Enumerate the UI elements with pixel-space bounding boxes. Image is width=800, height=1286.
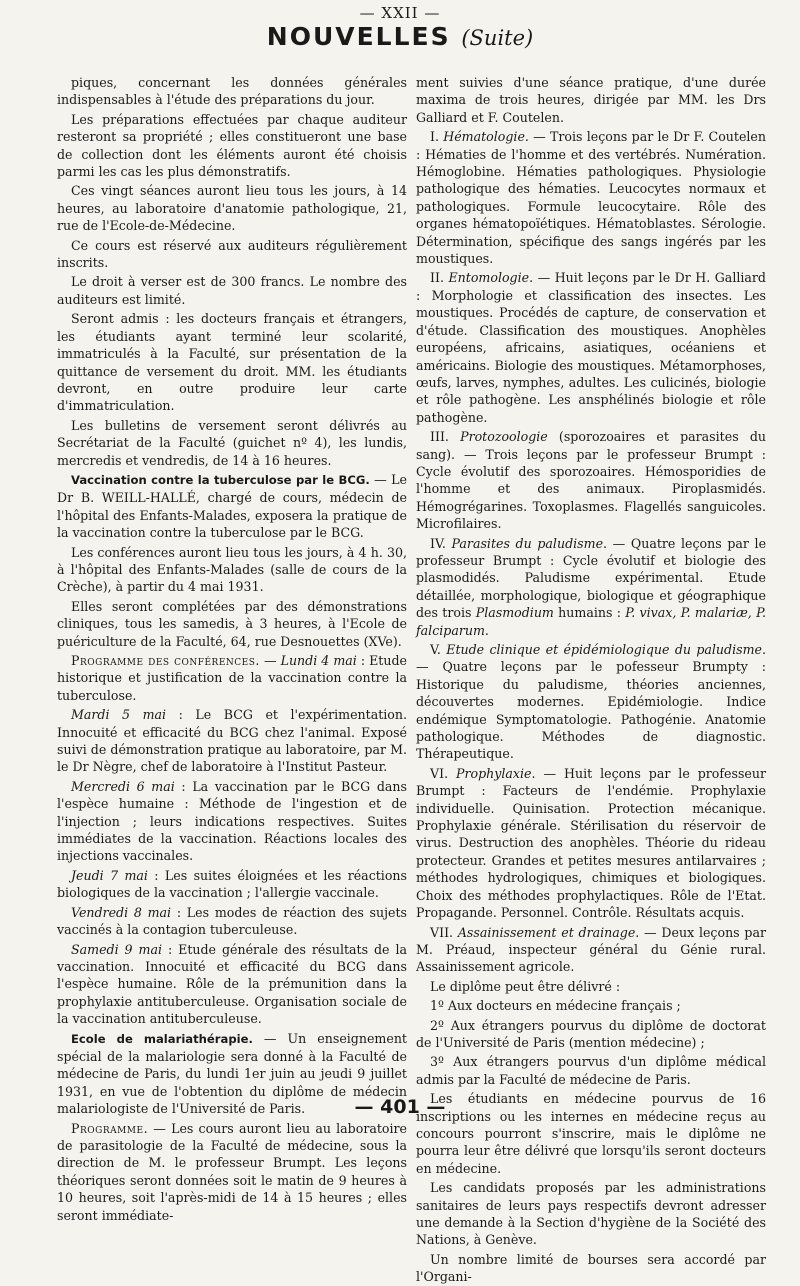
paragraph-text: . — Huit leçons par le Dr H. Galliard : Morphologie et classification des insectes. Les moustiques. Procédés de capture, de conservation et d'étude. Classification des moustiques. Anophèles européens, africains, asiatiques, océaniens et américains. Biologie des moustiques. Métamorphoses, œufs, larves, nymphes, adultes. Les culicinés, biologie et rôle pathogène. Les ansphélinés biologie et rôle pathogène. <box>416 270 766 425</box>
paragraph-text: IV. <box>430 535 452 551</box>
left-paragraph <box>57 867 407 902</box>
italic-text: Protozoologie <box>460 429 548 445</box>
paragraph-text: — Un enseignement spécial de la malariologie sera donné à la Faculté de médecine de Paris, du lundi 1er juin au jeudi 9 juillet 1931, en vue de l'obtention du diplôme de médecin malariologiste de l'Université de Paris. <box>57 1030 407 1117</box>
paragraph-text: : Les modes de réaction des sujets vaccinés à la contagion tuberculeuse. <box>57 904 408 938</box>
paragraph-text: . — Deux leçons par M. Préaud, inspecteur général du Génie rural. Assainissement agricole. <box>416 924 766 975</box>
left-paragraph <box>57 706 407 776</box>
paragraph-text: Seront admis : les docteurs français et étrangers, les étudiants ayant terminé leur scolarité, immatriculés à la Faculté, sur présentation de la quittance de versement du droit. MM. les étudiants devront, en outre produire leur carte d'immatriculation. <box>57 311 407 414</box>
paragraph-text: Les étudiants en médecine pourvus de 16 inscriptions ou les internes en médecine reçus au concours pourront s'inscrire, mais le diplôme ne pourra leur être délivré que lorsqu'ils seront docteurs en médecine. <box>416 1091 766 1176</box>
italic-text: P. vivax, P. malariæ, P. falciparum <box>416 605 767 638</box>
right-paragraph <box>416 765 766 922</box>
right-paragraph <box>416 428 766 532</box>
paragraph-text: Un nombre limité de bourses sera accordé par l'Organi- <box>416 1251 766 1285</box>
italic-text: Samedi 9 mai <box>71 941 162 957</box>
left-paragraph <box>57 74 407 109</box>
italic-text: Assainissement et drainage <box>457 924 636 940</box>
left-paragraph <box>57 182 407 234</box>
paragraph-text: : La vaccination par le BCG dans l'espèce humaine : Méthode de l'ingestion et de l'injection ; leurs indications respectives. Suites immédiates de la vaccination. Réactions locales des injections vaccinales. <box>57 778 407 864</box>
paragraph-text: Ces vingt séances auront lieu tous les jours, à 14 heures, au laboratoire d'anatomie pathologique, 21, rue de l'Ecole-de-Médecine. <box>57 183 407 234</box>
left-paragraph <box>57 471 407 542</box>
paragraph-text: VI. <box>430 765 457 781</box>
right-column <box>416 74 767 1285</box>
paragraph-text: Les préparations effectuées par chaque auditeur resteront sa propriété ; elles constitueront une base de collection dont les éléments auront été choisis parmi les cas les plus démonstratifs. <box>57 111 407 180</box>
italic-text: Entomologie <box>448 270 530 286</box>
right-paragraph <box>416 1017 766 1052</box>
paragraph-text: Les bulletins de versement seront délivrés au Secrétariat de la Faculté (guichet nº 4), les lundis, mercredis et vendredis, de 14 à 16 heures. <box>57 417 407 468</box>
paragraph-text: : Etude générale des résultats de la vaccination. Innocuité et efficacité du BCG dans l'espèce humaine. Rôle de la prémunition dans la prophylaxie antituberculeuse. Organisation sociale de la vaccination antituberculeuse. <box>57 941 407 1027</box>
paragraph-text: : Les suites éloignées et les réactions biologiques de la vaccination ; l'allergie vaccinale. <box>57 867 407 901</box>
paragraph-text: Les candidats proposés par les administrations sanitaires de leurs pays respectifs devront adresser une demande à la Section d'hygiène de la Société des Nations, à Genève. <box>416 1180 766 1248</box>
paragraph-text: VII. <box>430 924 458 940</box>
paragraph-text: II. <box>430 270 449 286</box>
paragraph-text: (sporozoaires et parasites du sang). — Trois leçons par le professeur Brumpt : Cycle évolutif des sporozoaires. Hémosporidies de l'homme et des animaux. Piroplasmidés. Hémogrégarines. Toxoplasmes. Flagellés sanguicoles. Microfilaires. <box>416 429 766 532</box>
left-paragraph <box>57 111 407 181</box>
roman-page-folio: — XXII — <box>359 4 441 22</box>
italic-text: Lundi 4 mai <box>280 653 357 668</box>
paragraph-text: ment suivies d'une séance pratique, d'une durée maxima de trois heures, dirigée par MM. les Drs Galliard et F. Coutelen. <box>416 75 766 125</box>
paragraph-text: . — Trois leçons par le Dr F. Coutelen : Hématies de l'homme et des vertébrés. Numération. Hémoglobine. Hématies pathologiques. Physiologie pathologique des hématies. Leucocytes normaux et pathologiques. Formule leucocytaire. Rôle des organes hématopoïétiques. Hématoblastes. Sérologie. Détermination, spécifique des sangs ingérés par les moustiques. <box>416 129 766 267</box>
small-caps-text: Programme. <box>71 1120 149 1136</box>
italic-text: Parasites du paludisme <box>451 535 604 551</box>
paragraph-text: III. <box>430 429 461 445</box>
italic-text: Hématologie <box>443 129 525 145</box>
paragraph-text: — Les cours auront lieu au laboratoire de parasitologie de la Faculté de médecine, sous la direction de M. le professeur Brumpt. Les leçons théoriques seront données soit le matin de 9 heures à 10 heures, soit l'après-midi de 14 à 15 heures ; elles seront immédiate- <box>57 1120 407 1223</box>
right-paragraph <box>416 269 766 426</box>
italic-text: Plasmodium <box>475 605 554 621</box>
paragraph-text: Le diplôme peut être délivré : <box>430 978 621 994</box>
left-paragraph <box>57 778 407 865</box>
italic-text: Prophylaxie <box>456 765 532 781</box>
paragraph-text: piques, concernant les données générales indispensables à l'étude des préparations du jour. <box>57 75 407 108</box>
paragraph-text: Elles seront complétées par des démonstrations cliniques, tous les samedis, à 3 heures, à l'Ecole de puériculture de la Faculté, 64, rue Desnouettes (XVe). <box>57 598 407 649</box>
right-paragraph <box>416 924 766 976</box>
left-paragraph <box>57 544 407 596</box>
italic-text: Mardi 5 mai <box>71 707 167 723</box>
right-paragraph <box>416 978 766 995</box>
paragraph-text: I. <box>430 129 444 145</box>
left-paragraph <box>57 273 407 308</box>
page-number: — 401 — <box>354 1096 446 1118</box>
left-paragraph <box>57 941 407 1028</box>
left-paragraph <box>57 237 407 272</box>
paragraph-text: . — Quatre leçons par le professeur Brumpt : Cycle évolutif et biologie des plasmodidés. Paludisme expérimental. Etude détaillée, morphologique, biologique et géographique des trois <box>416 535 767 621</box>
right-paragraph <box>416 997 766 1014</box>
paragraph-text: . <box>484 622 489 638</box>
left-paragraph <box>57 1120 407 1224</box>
left-paragraph <box>57 598 407 650</box>
paragraph-text: . — Quatre leçons par le pofesseur Brumpty : Historique du paludisme, théories anciennes, découvertes modernes. Epidémiologie. Indice endémique Symptomatologie. Pathogénie. Anatomie pathologique. Méthodes de diagnostic. Thérapeutique. <box>416 642 767 762</box>
section-title <box>0 22 800 51</box>
right-paragraph <box>416 1251 766 1286</box>
right-paragraph <box>416 74 766 126</box>
italic-text: Mercredi 6 mai <box>71 778 175 794</box>
section-title-text: NOUVELLES <box>266 22 451 51</box>
left-paragraph <box>57 417 407 469</box>
italic-text: Vendredi 8 mai <box>71 904 172 920</box>
left-paragraph <box>57 310 407 414</box>
left-paragraph <box>57 652 407 704</box>
paragraph-heading: Ecole de malariathérapie. <box>71 1031 253 1046</box>
italic-text: Jeudi 7 mai <box>71 867 148 883</box>
left-paragraph <box>57 904 407 939</box>
paragraph-text: 1º Aux docteurs en médecine français ; <box>430 998 681 1014</box>
italic-text: Etude clinique et épidémiologique du paludisme <box>446 642 762 657</box>
paragraph-text: . — Huit leçons par le professeur Brumpt : Facteurs de l'endémie. Prophylaxie individuelle. Quinisation. Protection mécanique. Prophylaxie générale. Stérilisation du réservoir de virus. Destruction des anophèles. Théorie du rideau protecteur. Grandes et petites mesures antilarvaires ; méthodes hydrologiques, chimiques et biologiques. Choix des méthodes prophylactiques. Rôle de l'Etat. Propagande. Personnel. Contrôle. Résultats acquis. <box>416 765 767 921</box>
right-paragraph <box>416 1179 766 1249</box>
right-paragraph <box>416 128 766 267</box>
paragraph-text: 2º Aux étrangers pourvus du diplôme de doctorat de l'Université de Paris (mention médecine) ; <box>416 1017 766 1050</box>
paragraph-text: 3º Aux étrangers pourvus d'un diplôme médical admis par la Faculté de médecine de Paris. <box>416 1054 766 1087</box>
paragraph-text: Ce cours est réservé aux auditeurs régulièrement inscrits. <box>57 237 407 271</box>
paragraph-text: Le droit à verser est de 300 francs. Le nombre des auditeurs est limité. <box>57 274 407 307</box>
section-title-suffix: (Suite) <box>461 26 534 50</box>
paragraph-text: — <box>259 653 281 668</box>
paragraph-text: V. <box>430 642 447 657</box>
right-paragraph <box>416 641 766 763</box>
paragraph-heading: Vaccination contre la tuberculose par le BCG. <box>71 472 370 487</box>
small-caps-text: Programme des conférences. <box>71 653 260 668</box>
paragraph-text: : Etude historique et justification de la vaccination contre la tuberculose. <box>57 653 407 703</box>
right-paragraph <box>416 535 766 639</box>
paragraph-text: : Le BCG et l'expérimentation. Innocuité et efficacité du BCG chez l'animal. Exposé suivi de démonstration pratique au laboratoire, par M. le Dr Nègre, chef de laboratoire à l'Institut Pasteur. <box>57 707 407 775</box>
paragraph-text: — Le Dr B. WEILL-HALLÉ, chargé de cours, médecin de l'hôpital des Enfants-Malades, exposera la pratique de la vaccination contre la tuberculose par le BCG. <box>57 471 407 541</box>
right-paragraph <box>416 1053 766 1088</box>
paragraph-text: humains : <box>553 605 626 621</box>
paragraph-text: Les conférences auront lieu tous les jours, à 4 h. 30, à l'hôpital des Enfants-Malades (salle de cours de la Crèche), à partir du 4 mai 1931. <box>57 544 407 595</box>
